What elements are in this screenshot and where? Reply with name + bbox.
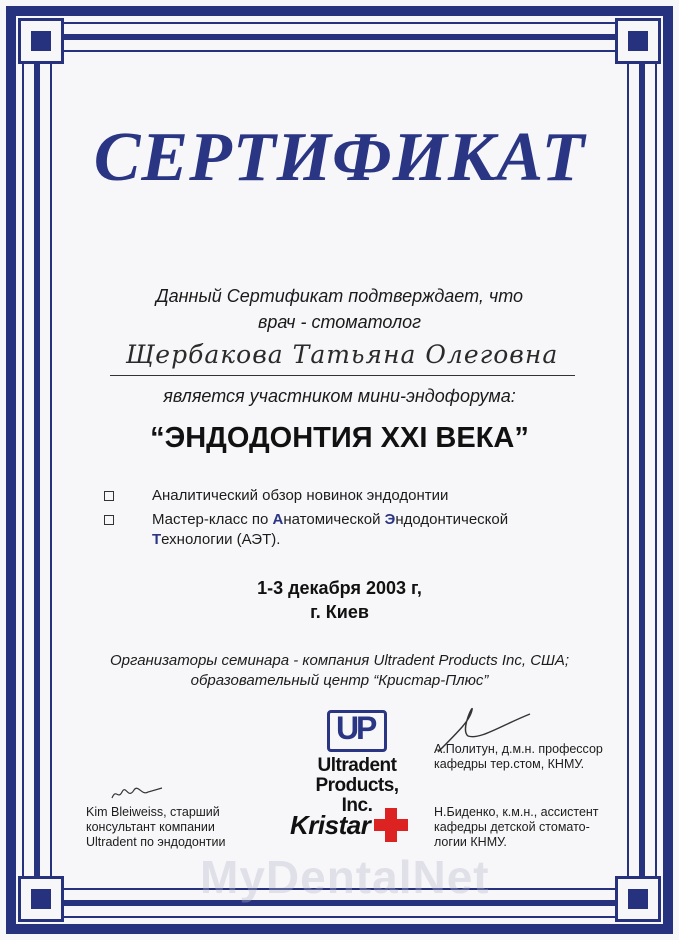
red-cross-icon [374, 808, 408, 842]
highlighted-letter: Т [152, 531, 162, 548]
highlighted-letter: А [272, 511, 284, 528]
signatory-bleiweiss-line-3: Ultradent по эндодонтии [86, 835, 226, 849]
signatory-bidenko [434, 805, 634, 850]
corner-ornament-bottom-right [615, 876, 661, 922]
signatory-bidenko-line-1: Н.Биденко, к.м.н., ассистент [434, 805, 599, 819]
organizers-block [0, 651, 679, 691]
signatory-bidenko-line-3: логии КНМУ. [434, 835, 507, 849]
organizers-line-2: образовательный центр “Кристар-Плюс” [190, 672, 489, 689]
event-city: г. Киев [310, 602, 369, 622]
ultradent-logo-mark [327, 710, 387, 752]
program-item-text [152, 486, 592, 506]
kristar-logo-text: Kristar [290, 809, 371, 840]
signatory-bleiweiss [86, 805, 256, 850]
corner-ornament-bottom-left [18, 876, 64, 922]
ultradent-logo [302, 710, 412, 816]
intro-line-1: Данный Сертификат подтверждает, что [155, 286, 524, 306]
organizers-line-1: Организаторы семинара - компания Ultradent Products Inc, США; [109, 652, 570, 669]
signatory-bidenko-line-2: кафедры детской стомато- [434, 820, 590, 834]
program-text-segment: Мастер-класс по [152, 511, 273, 528]
watermark: MyDentalNet [200, 851, 490, 903]
event-date: 1-3 декабря 2003 г, [257, 578, 422, 598]
program-text-segment: натомической [283, 511, 385, 528]
highlighted-letter: Э [384, 511, 396, 528]
certificate-title: СЕРТИФИКАТ [93, 119, 586, 196]
signature-bleiweiss [108, 780, 168, 806]
checkbox-square-icon [104, 491, 114, 501]
program-text-segment: ехнологии (АЭТ). [161, 531, 281, 548]
intro-line-2: врач - стоматолог [257, 312, 422, 332]
name-underline [110, 375, 575, 376]
program-item-text [152, 510, 592, 550]
kristar-logo [290, 808, 408, 842]
participant-line: является участником мини-эндофорума: [163, 386, 516, 406]
checkbox-square-icon [104, 515, 114, 525]
program-item [104, 510, 592, 550]
program-list [104, 486, 592, 554]
corner-ornament-top-right [615, 18, 661, 64]
program-text-segment: ндодонтической [395, 511, 509, 528]
recipient-name: Щербакова Татьяна Олеговна [125, 340, 559, 369]
signatory-politun-line-1: А.Политун, д.м.н. профессор [434, 742, 603, 756]
signatory-politun [434, 742, 624, 772]
event-title: “ЭНДОДОНТИЯ XXI ВЕКА” [150, 422, 529, 454]
program-item [104, 486, 592, 506]
event-date-block [0, 576, 679, 624]
ultradent-logo-text: Ultradent Products, Inc. [315, 755, 399, 816]
corner-ornament-top-left [18, 18, 64, 64]
program-text-segment: Аналитический обзор новинок эндодонтии [152, 487, 449, 504]
signatory-bleiweiss-line-1: Kim Bleiweiss, старший [86, 805, 220, 819]
signatory-politun-line-2: кафедры тер.стом, КНМУ. [434, 757, 585, 771]
signatory-bleiweiss-line-2: консультант компании [86, 820, 215, 834]
